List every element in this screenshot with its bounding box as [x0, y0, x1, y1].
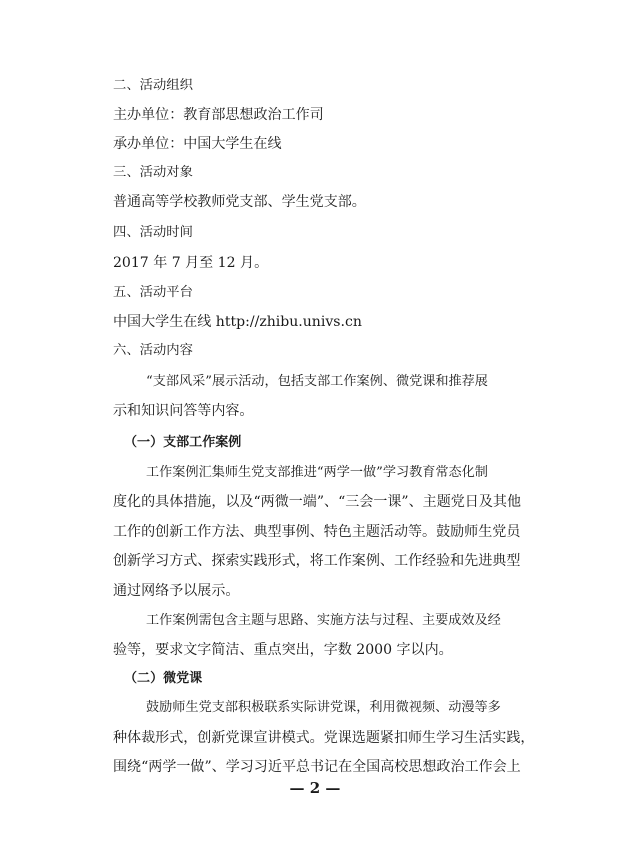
target-text: 普通高等学校教师党支部、学生党支部。 [113, 194, 366, 210]
time-text: 2017 年 7 月至 12 月。 [113, 255, 269, 271]
heading-activity-target: 三、活动对象 [113, 165, 193, 180]
paragraph-line: 围绕“两学一做”、学习习近平总书记在全国高校思想政治工作会上 [113, 759, 521, 775]
subheading-micro-party-lecture: （二）微党课 [124, 671, 203, 686]
paragraph-line: 创新学习方式、探索实践形式，将工作案例、工作经验和先进典型 [113, 553, 521, 569]
subheading-work-cases: （一）支部工作案例 [124, 435, 242, 450]
paragraph-line: 验等，要求文字简洁、重点突出，字数 2000 字以内。 [113, 642, 453, 658]
paragraph-line: 种体裁形式，创新党课宣讲模式。党课选题紧扣师生学习生活实践， [113, 730, 535, 746]
host-unit-text: 主办单位：教育部思想政治工作司 [113, 107, 324, 123]
paragraph-line: 工作案例需包含主题与思路、实施方法与过程、主要成效及经 [146, 613, 501, 628]
paragraph-line: 通过网络予以展示。 [113, 583, 240, 599]
page-number: — 2 — [289, 779, 341, 797]
paragraph-line: 示和知识问答等内容。 [113, 403, 254, 419]
paragraph-line: 工作的创新工作方法、典型事例、特色主题活动等。鼓励师生党员 [113, 524, 521, 540]
heading-activity-platform: 五、活动平台 [113, 285, 193, 300]
undertaker-unit-text: 承办单位：中国大学生在线 [113, 136, 282, 152]
paragraph-line: “支部风采”展示活动，包括支部工作案例、微党课和推荐展 [146, 374, 488, 389]
heading-activity-content: 六、活动内容 [113, 343, 193, 358]
heading-activity-time: 四、活动时间 [113, 225, 193, 240]
platform-text: 中国大学生在线 http://zhibu.univs.cn [113, 314, 362, 330]
paragraph-line: 度化的具体措施，以及“两微一端”、“三会一课”、主题党日及其他 [113, 494, 521, 510]
paragraph-line: 工作案例汇集师生党支部推进“两学一做”学习教育常态化制 [146, 465, 488, 480]
heading-activity-organization: 二、活动组织 [113, 78, 193, 93]
paragraph-line: 鼓励师生党支部积极联系实际讲党课，利用微视频、动漫等多 [146, 700, 501, 715]
